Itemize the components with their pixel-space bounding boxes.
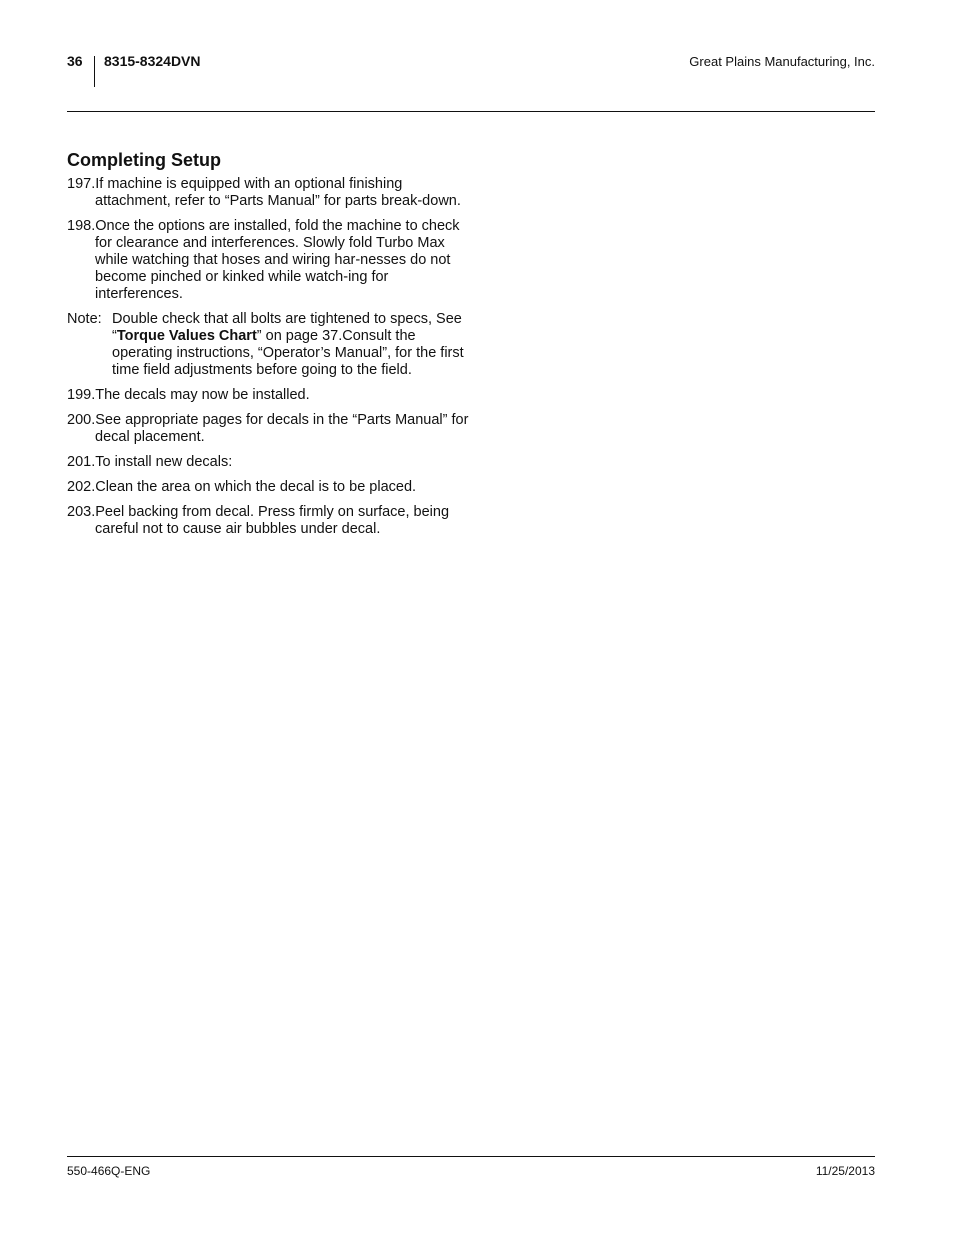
note-text-after: ” on page 37.Consult the operating instructions, “Operator’s Manual”, for the first time field adjustments before going to the field.	[112, 328, 464, 378]
step-199	[67, 387, 477, 404]
torque-values-chart-link[interactable]: Torque Values Chart	[116, 328, 257, 344]
document-number: 550-466Q-ENG	[67, 1164, 151, 1178]
step-number: 203.	[67, 504, 96, 520]
note-label: Note:	[67, 311, 102, 327]
step-number: 202.	[67, 479, 96, 495]
step-text: See appropriate pages for decals in the “Parts Manual” for decal placement.	[95, 412, 469, 445]
note-text	[112, 311, 477, 379]
header-rule	[67, 111, 875, 112]
step-number: 199.	[67, 387, 96, 403]
note-block	[67, 311, 477, 379]
section-title: Completing Setup	[67, 150, 221, 170]
step-number: 197.	[67, 176, 96, 192]
step-text: Peel backing from decal. Press firmly on surface, being careful not to cause air bubbles under decal.	[95, 504, 450, 537]
step-text: Clean the area on which the decal is to be placed.	[95, 479, 417, 495]
page-number: 36	[67, 53, 83, 69]
step-text: To install new decals:	[95, 454, 233, 470]
model-number: 8315-8324DVN	[104, 53, 201, 69]
note-text-before: Double check that all bolts are tightened to specs, See “	[112, 311, 462, 344]
step-203	[67, 504, 477, 538]
step-202	[67, 479, 477, 496]
step-number: 200.	[67, 412, 96, 428]
header-divider	[94, 56, 95, 87]
step-text: The decals may now be installed.	[95, 387, 310, 403]
step-text: If machine is equipped with an optional finishing attachment, refer to “Parts Manual” for parts break-down.	[95, 176, 461, 209]
step-200	[67, 412, 477, 446]
company-name: Great Plains Manufacturing, Inc.	[689, 54, 875, 69]
main-content	[67, 148, 477, 546]
step-197	[67, 176, 477, 210]
step-number: 198.	[67, 218, 96, 234]
step-201	[67, 454, 477, 471]
step-198	[67, 218, 477, 303]
document-date: 11/25/2013	[815, 1164, 875, 1178]
footer-rule	[67, 1156, 875, 1157]
step-number: 201.	[67, 454, 96, 470]
step-text: Once the options are installed, fold the machine to check for clearance and interferences. Slowly fold Turbo Max while watching that hoses and wiring har-nesses do not become pinched or kinked while watch-ing for interferences.	[95, 218, 460, 302]
